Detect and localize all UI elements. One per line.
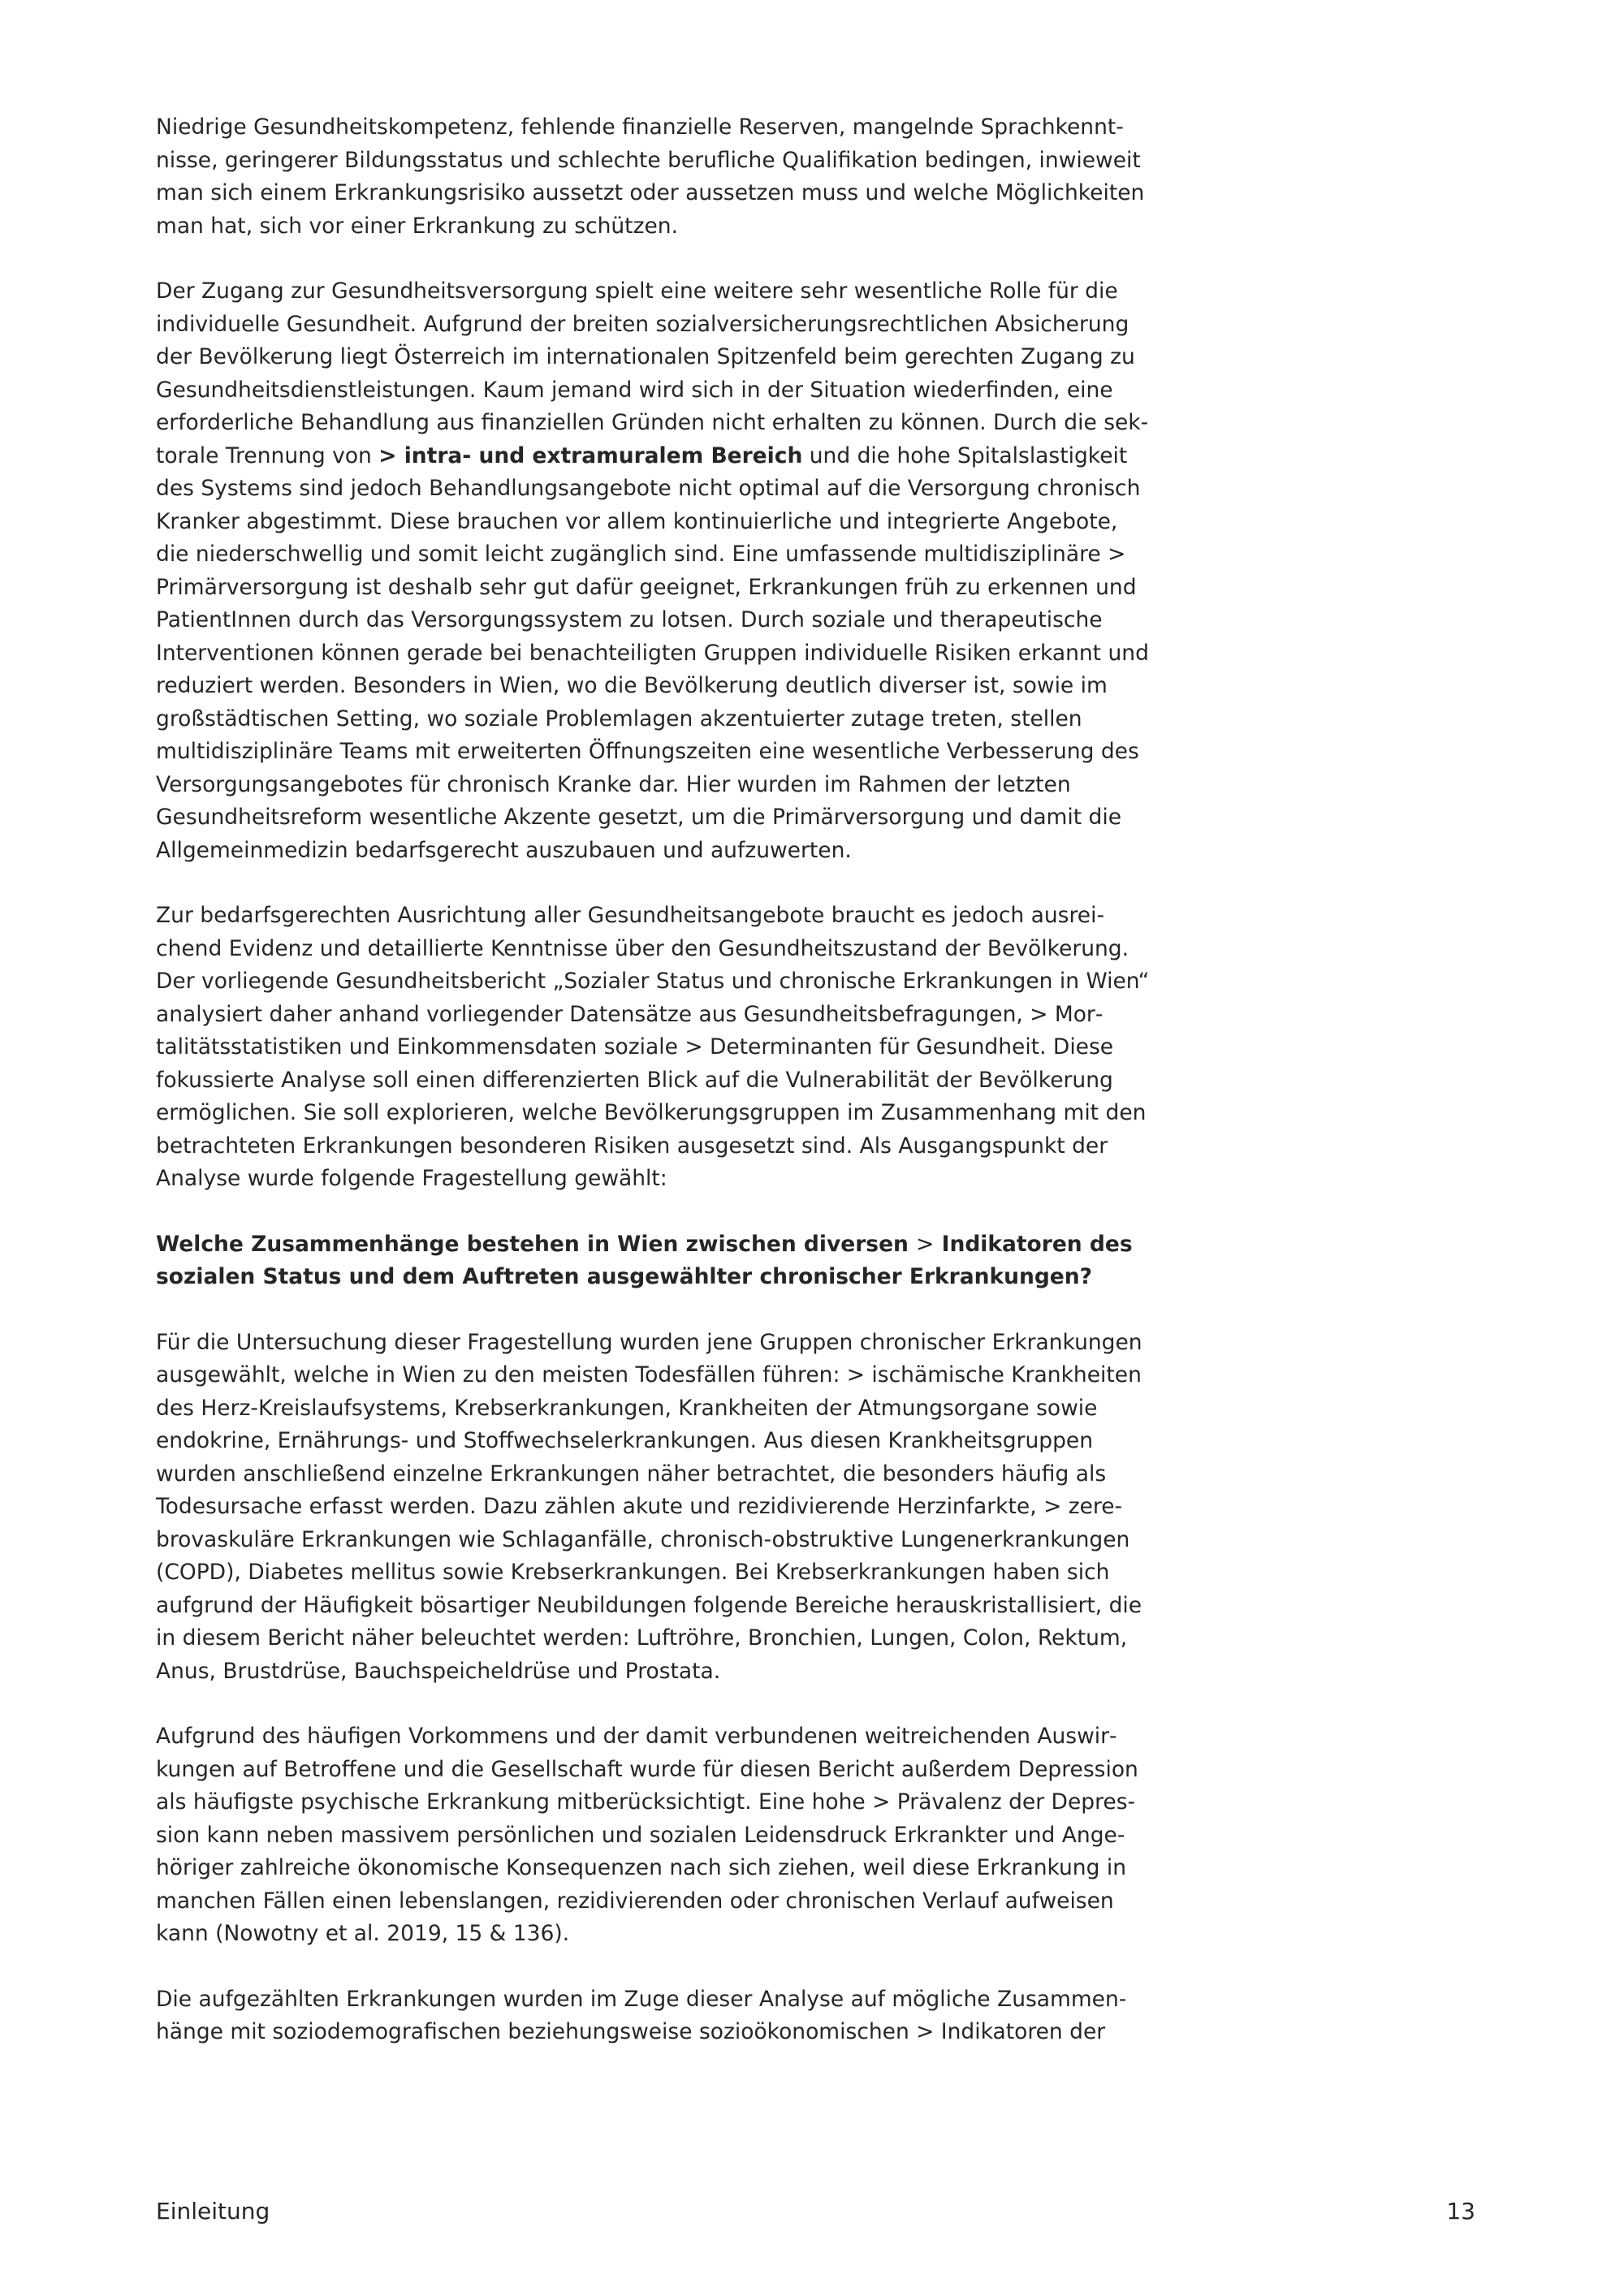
paragraph-3 [156, 900, 1151, 1196]
research-question [156, 1228, 1151, 1294]
paragraph-2 [156, 275, 1151, 867]
paragraph-6 [156, 1720, 1151, 1951]
text-run: Zur bedarfsgerechten Ausrichtung aller Gesundheitsangebote braucht es jedoch ausreichend Evidenz und detaillierte Kenntnisse über den Gesundheitszustand der Bevölkerung. Der vorliegende Gesundheitsbericht „Sozialer Status und chronische Erkrankungen in Wien“ analysiert daher anhand vorliegender Datensätze aus Gesundheitsbefragungen, > Mortalitätsstatistiken und Einkommensdaten soziale > Determinanten für Gesundheit. Diese fokussierte Analyse soll einen differenzierten Blick auf die Vulnerabilität der Bevölkerung ermöglichen. Sie soll explorieren, welche Bevölkerungsgruppen im Zusammenhang mit den betrachteten Erkrankungen besonderen Risiken ausgesetzt sind. Als Ausgangspunkt der Analyse wurde folgende Fragestellung gewählt: [156, 903, 1150, 1191]
text-run: > [916, 1231, 935, 1257]
footer-section-title: Einleitung [156, 2198, 270, 2225]
paragraph-5 [156, 1327, 1151, 1689]
page-number: 13 [1446, 2198, 1475, 2225]
bold-text-run: Indikatoren des sozialen Status und dem Auftreten ausgewählter chronischer Erkrankungen? [156, 1231, 1133, 1289]
bold-text-run: Welche Zusammenhänge bestehen in Wien zwischen diversen [156, 1231, 917, 1257]
text-run: und die hohe Spitalslastigkeit des Systems sind jedoch Behandlungsangebote nicht optimal auf die Versorgung chronisch Kranker abgestimmt. Diese brauchen vor allem kontinuierliche und integrierte Angebote, die niederschwellig und somit leicht zugänglich sind. Eine umfassende multidisziplinäre > Primärversorgung ist deshalb sehr gut dafür geeignet, Erkrankungen früh zu erkennen und PatientInnen durch das Versorgungssystem zu lotsen. Durch soziale und therapeutische Interventionen können gerade bei benachteiligten Gruppen individuelle Risiken erkannt und reduziert werden. Besonders in Wien, wo die Bevölkerung deutlich diverser ist, sowie im großstädtischen Setting, wo soziale Problemlagen akzentuierter zutage treten, stellen multidisziplinäre Teams mit erweiterten Öffnungszeiten eine wesentliche Verbesserung des Versorgungsangebotes für chronisch Kranke dar. Hier wurden im Rahmen der letzten Gesundheitsreform wesentliche Akzente gesetzt, um die Primärversorgung und damit die Allgemeinmedizin bedarfsgerecht auszubauen und aufzuwerten. [156, 442, 1149, 863]
paragraph-1 [156, 111, 1151, 243]
bold-text-run: > intra- und extramuralem Bereich [378, 442, 803, 468]
text-run: Niedrige Gesundheitskompetenz, fehlende finanzielle Reserven, mangelnde Sprachkenntnisse, geringerer Bildungsstatus und schlechte berufliche Qualifikation bedingen, inwieweit man sich einem Erkrankungsrisiko aussetzt oder aussetzen muss und welche Möglichkeiten man hat, sich vor einer Erkrankung zu schützen. [156, 114, 1145, 239]
text-run: Der Zugang zur Gesundheitsversorgung spielt eine weitere sehr wesentliche Rolle für die individuelle Gesundheit. Aufgrund der breiten sozialversicherungsrechtlichen Absicherung der Bevölkerung liegt Österreich im internationalen Spitzenfeld beim gerechten Zugang zu Gesundheitsdienstleistungen. Kaum jemand wird sich in der Situation wiederfinden, eine erforderliche Behandlung aus finanziellen Gründen nicht erhalten zu können. Durch die sektorale Trennung von [156, 278, 1149, 468]
text-run: Die aufgezählten Erkrankungen wurden im Zuge dieser Analyse auf mögliche Zusammenhänge mit soziodemografischen beziehungsweise sozioökonomischen > Indikatoren der [156, 1986, 1127, 2044]
paragraph-7 [156, 1983, 1151, 2049]
body-text [156, 111, 1151, 2082]
text-run: Für die Untersuchung dieser Fragestellung wurden jene Gruppen chronischer Erkrankungen ausgewählt, welche in Wien zu den meisten Todesfällen führen: > ischämische Krankheiten des Herz-Kreislaufsystems, Krebserkrankungen, Krankheiten der Atmungsorgane sowie endokrine, Ernährungs- und Stoffwechselerkrankungen. Aus diesen Krankheitsgruppen wurden anschließend einzelne Erkrankungen näher betrachtet, die besonders häufig als Todesursache erfasst werden. Dazu zählen akute und rezidivierende Herzinfarkte, > zerebrovaskuläre Erkrankungen wie Schlaganfälle, chronisch-obstruktive Lungenerkrankungen (COPD), Diabetes mellitus sowie Krebserkrankungen. Bei Krebserkrankungen haben sich aufgrund der Häufigkeit bösartiger Neubildungen folgende Bereiche herauskristallisiert, die in diesem Bericht näher beleuchtet werden: Luftröhre, Bronchien, Lungen, Colon, Rektum, Anus, Brustdrüse, Bauchspeicheldrüse und Prostata. [156, 1329, 1142, 1684]
text-run: Aufgrund des häufigen Vorkommens und der damit verbundenen weitreichenden Auswirkungen auf Betroffene und die Gesellschaft wurde für diesen Bericht außerdem Depression als häufigste psychische Erkrankung mitberücksichtigt. Eine hohe > Prävalenz der Depression kann neben massivem persönlichen und sozialen Leidensdruck Erkrankter und Angehöriger zahlreiche ökonomische Konsequenzen nach sich ziehen, weil diese Erkrankung in manchen Fällen einen lebenslangen, rezidivierenden oder chronischen Verlauf aufweisen kann (Nowotny et al. 2019, 15 & 136). [156, 1724, 1138, 1946]
